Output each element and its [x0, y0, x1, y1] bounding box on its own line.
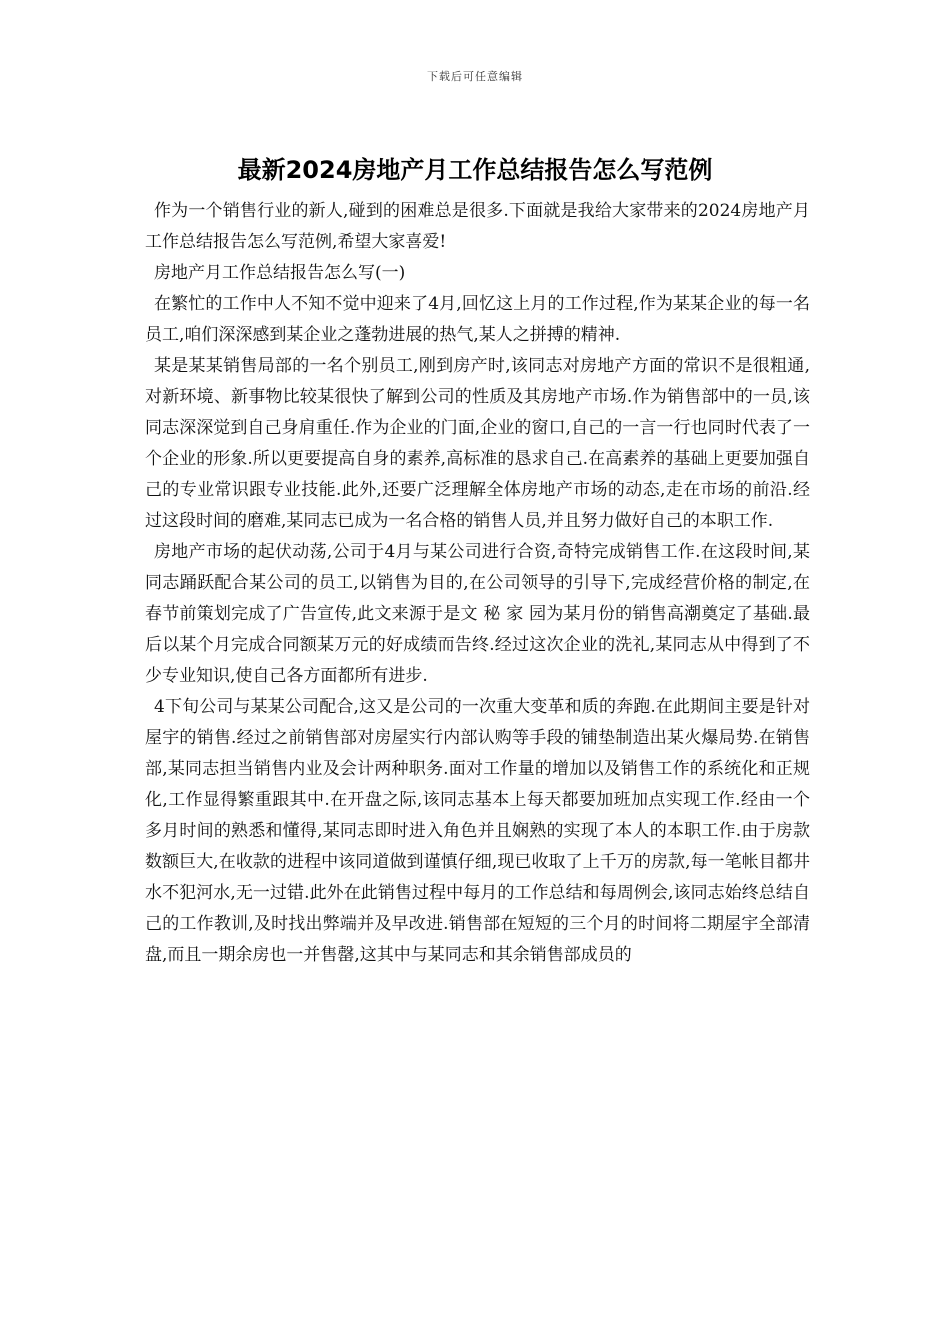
section-heading: 房地产月工作总结报告怎么写(一) [154, 263, 406, 283]
header-note: 下载后可任意编辑 [427, 70, 523, 83]
paragraph: 房地产市场的起伏动荡,公司于4月与某公司进行合资,奇特完成销售工作.在这段时间,某同志踊跃配合某公司的员工,以销售为目的,在公司领导的引导下,完成经营价格的制定,在春节前策划完成了广告宣传,此文来源于是文 秘 家 园为某月份的销售高潮奠定了基础.最后以某个月完成合同额某万元的好成绩而告终.经过这次企业的洗礼,某同志从中得到了不少专业知识,使自己各方面都所有进步. [145, 542, 810, 686]
document-title: 最新2024房地产月工作总结报告怎么写范例 [237, 156, 713, 184]
paragraph: 在繁忙的工作中人不知不觉中迎来了4月,回忆这上月的工作过程,作为某某企业的每一名员工,咱们深深感到某企业之蓬勃进展的热气,某人之拼搏的精神. [145, 294, 810, 345]
document-body [145, 196, 810, 971]
paragraph: 4下旬公司与某某公司配合,这又是公司的一次重大变革和质的奔跑.在此期间主要是针对屋宇的销售.经过之前销售部对房屋实行内部认购等手段的铺垫制造出某火爆局势.在销售部,某同志担当销售内业及会计两种职务.面对工作量的增加以及销售工作的系统化和正规化,工作显得繁重跟其中.在开盘之际,该同志基本上每天都要加班加点实现工作.经由一个多月时间的熟悉和懂得,某同志即时进入角色并且娴熟的实现了本人的本职工作.由于房款数额巨大,在收款的进程中该同道做到谨慎仔细,现已收取了上千万的房款,每一笔帐目都井水不犯河水,无一过错.此外在此销售过程中每月的工作总结和每周例会,该同志始终总结自己的工作教训,及时找出弊端并及早改进.销售部在短短的三个月的时间将二期屋宇全部清盘,而且一期余房也一并售罄,这其中与某同志和其余销售部成员的 [145, 697, 810, 965]
paragraph: 某是某某销售局部的一名个别员工,刚到房产时,该同志对房地产方面的常识不是很粗通,对新环境、新事物比较某很快了解到公司的性质及其房地产市场.作为销售部中的一员,该同志深深觉到自己身肩重任.作为企业的门面,企业的窗口,自己的一言一行也同时代表了一个企业的形象.所以更要提高自身的素养,高标准的恳求自己.在高素养的基础上更要加强自己的专业常识跟专业技能.此外,还要广泛理解全体房地产市场的动态,走在市场的前沿.经过这段时间的磨难,某同志已成为一名合格的销售人员,并且努力做好自己的本职工作. [145, 356, 810, 531]
paragraph-intro: 作为一个销售行业的新人,碰到的困难总是很多.下面就是我给大家带来的2024房地产月工作总结报告怎么写范例,希望大家喜爱! [145, 201, 810, 252]
